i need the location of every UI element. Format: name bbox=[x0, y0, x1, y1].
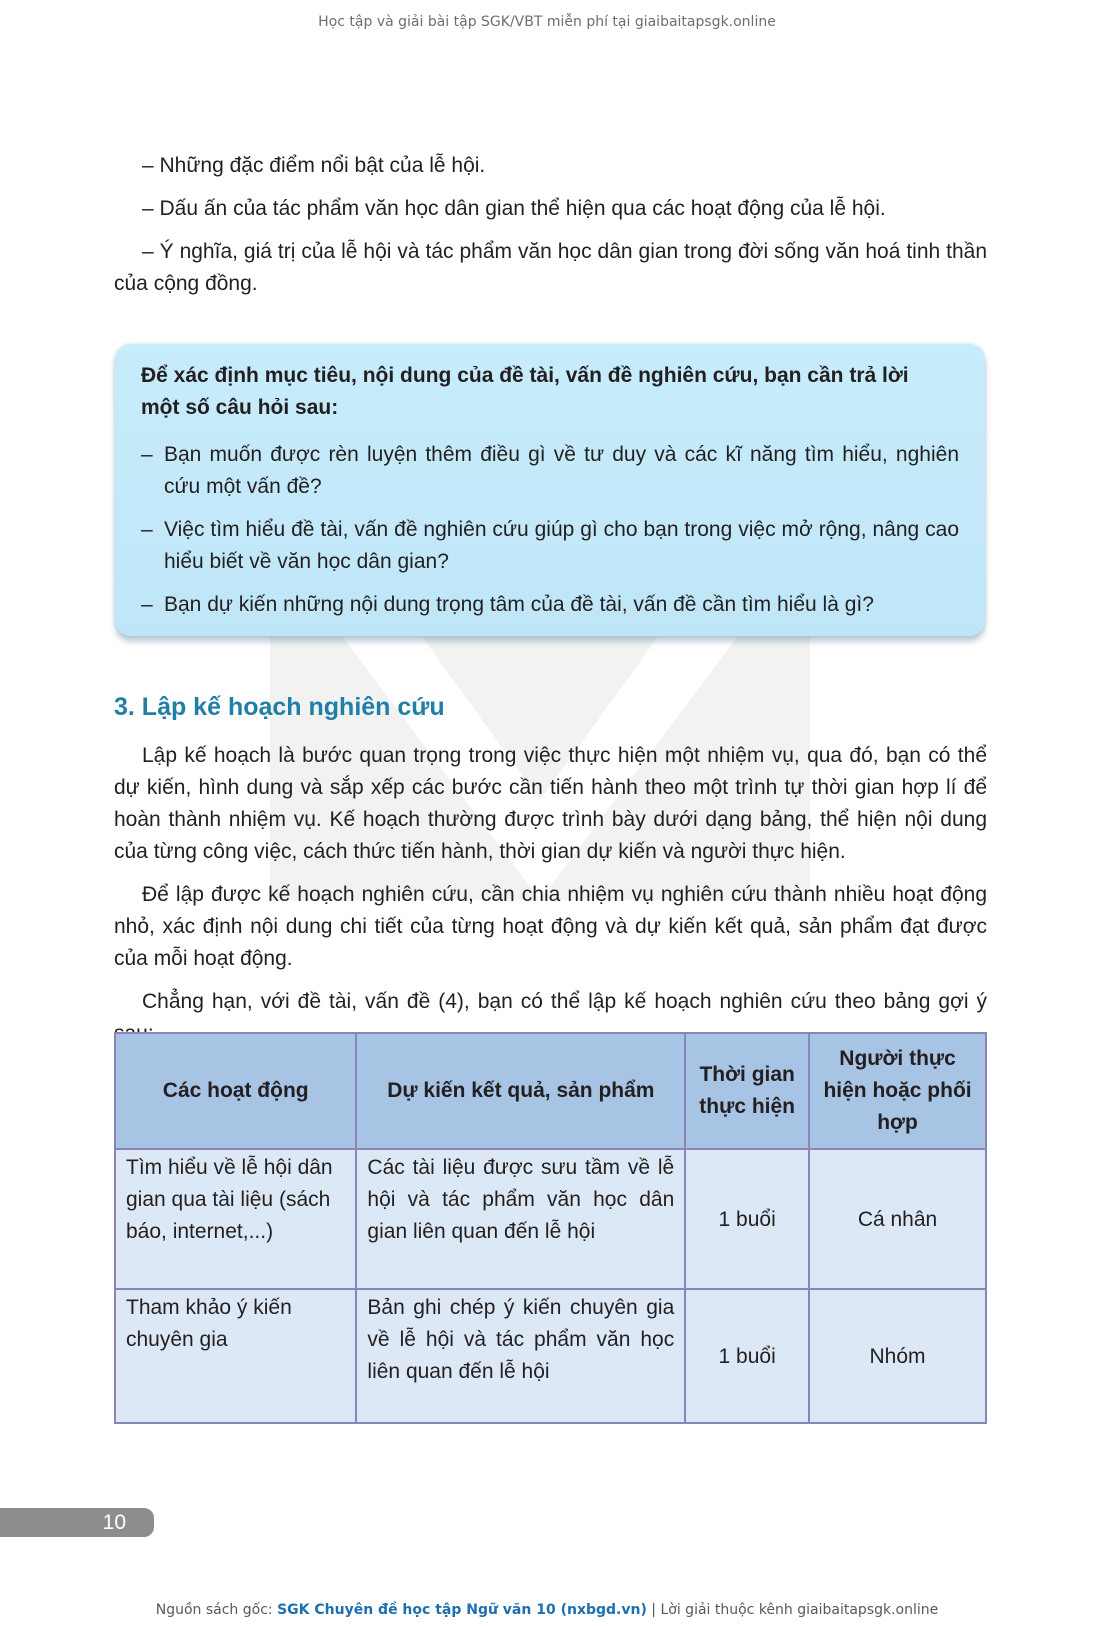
dash-marker: – bbox=[141, 443, 153, 466]
paragraph: Để lập được kế hoạch nghiên cứu, cần chia nhiệm vụ nghiên cứu thành nhiều hoạt động nhỏ, xác định nội dung chi tiết của từng hoạt động và dự kiến kết quả, sản phẩm đạt được của mỗi hoạt động. bbox=[114, 883, 987, 970]
table-cell: Cá nhân bbox=[809, 1149, 986, 1289]
bullet-item: – Những đặc điểm nổi bật của lễ hội. bbox=[142, 154, 486, 177]
bullet-item: – Dấu ấn của tác phẩm văn học dân gian thể hiện qua các hoạt động của lễ hội. bbox=[142, 197, 886, 220]
table-row bbox=[115, 1149, 986, 1289]
bullet-list bbox=[114, 150, 987, 311]
question-list bbox=[141, 439, 959, 632]
guiding-questions-box bbox=[115, 344, 985, 636]
question-item bbox=[141, 589, 959, 621]
column-header: Người thực hiện hoặc phối hợp bbox=[809, 1033, 986, 1149]
question-text: Việc tìm hiểu đề tài, vấn đề nghiên cứu giúp gì cho bạn trong việc mở rộng, nâng cao hiểu biết về văn học dân gian? bbox=[164, 518, 959, 573]
table-cell: 1 buổi bbox=[685, 1289, 809, 1423]
column-header: Thời gian thực hiện bbox=[685, 1033, 809, 1149]
table-cell: Nhóm bbox=[809, 1289, 986, 1423]
table-cell: Tham khảo ý kiến chuyên gia bbox=[115, 1289, 356, 1423]
paragraph: Chẳng hạn, với đề tài, vấn đề (4), bạn có thể lập kế hoạch nghiên cứu theo bảng gợi ý bbox=[142, 990, 987, 1013]
research-plan-table bbox=[114, 1032, 987, 1424]
bullet-item: – Ý nghĩa, giá trị của lễ hội và tác phẩm văn học dân gian trong đời sống văn hoá tinh thần của cộng đồng. bbox=[114, 240, 987, 295]
table-cell: Các tài liệu được sưu tầm về lễ hội và tác phẩm văn học dân gian liên quan đến lễ hội bbox=[356, 1149, 685, 1289]
table-header-row bbox=[115, 1033, 986, 1149]
page-number: 10 bbox=[0, 1508, 154, 1537]
footer-note bbox=[0, 1602, 1094, 1618]
table-cell: Bản ghi chép ý kiến chuyên gia về lễ hội và tác phẩm văn học liên quan đến lễ hội bbox=[356, 1289, 685, 1423]
question-item bbox=[141, 514, 959, 578]
column-header: Các hoạt động bbox=[115, 1033, 356, 1149]
body-text bbox=[114, 740, 987, 1061]
table-cell: 1 buổi bbox=[685, 1149, 809, 1289]
question-text: Bạn muốn được rèn luyện thêm điều gì về tư duy và các kĩ năng tìm hiểu, nghiên cứu một vấn đề? bbox=[164, 443, 959, 498]
table-cell: Tìm hiểu về lễ hội dân gian qua tài liệu (sách báo, internet,...) bbox=[115, 1149, 356, 1289]
footer-source-link[interactable]: SGK Chuyên đề học tập Ngữ văn 10 (nxbgd.vn) bbox=[277, 1602, 647, 1618]
dash-marker: – bbox=[141, 593, 153, 616]
box-title: Để xác định mục tiêu, nội dung của đề tài, vấn đề nghiên cứu, bạn cần trả lời một số câu hỏi sau: bbox=[141, 364, 909, 419]
question-text: Bạn dự kiến những nội dung trọng tâm của đề tài, vấn đề cần tìm hiểu là gì? bbox=[164, 593, 874, 616]
header-note: Học tập và giải bài tập SGK/VBT miễn phí tại giaibaitapsgk.online bbox=[318, 14, 776, 30]
footer-suffix: | Lời giải thuộc kênh giaibaitapsgk.online bbox=[646, 1602, 939, 1618]
section-title: 3. Lập kế hoạch nghiên cứu bbox=[114, 693, 445, 721]
dash-marker: – bbox=[141, 518, 153, 541]
column-header: Dự kiến kết quả, sản phẩm bbox=[356, 1033, 685, 1149]
paragraph: Lập kế hoạch là bước quan trọng trong việc thực hiện một nhiệm vụ, qua đó, bạn có thể dự kiến, hình dung và sắp xếp các bước cần tiến hành theo một trình tự thời gian hợp lí để hoàn thành nhiệm vụ. Kế hoạch thường được trình bày dưới dạng bảng, thể hiện nội dung của từng công việc, cách thức tiến hành, thời gian dự kiến và người thực hiện. bbox=[114, 744, 987, 863]
footer-prefix: Nguồn sách gốc: bbox=[155, 1602, 278, 1618]
question-item bbox=[141, 439, 959, 503]
table-row bbox=[115, 1289, 986, 1423]
